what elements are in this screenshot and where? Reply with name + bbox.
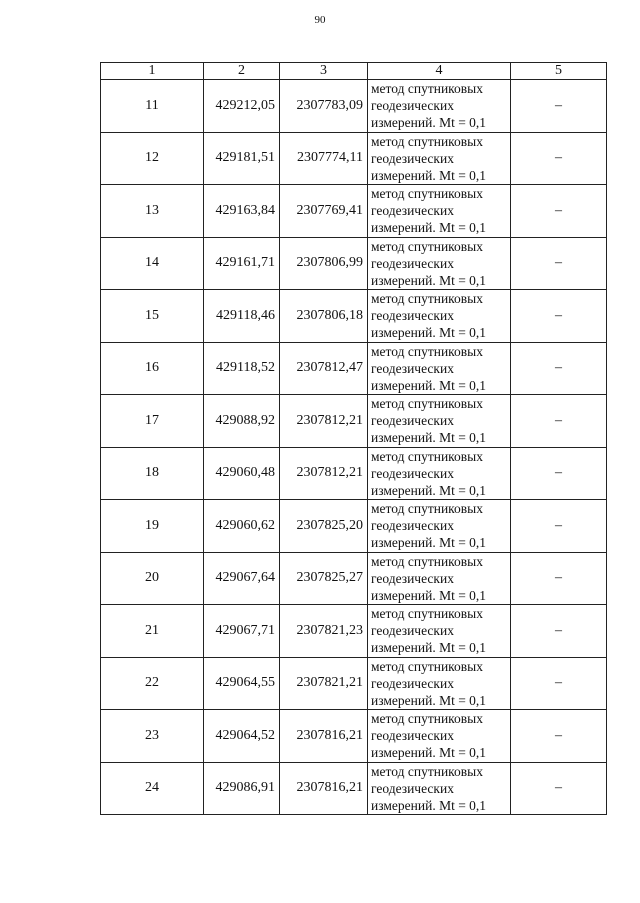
method-cell: метод спутниковых геодезических измерений. Mt = 0,1 [368, 395, 511, 448]
column-header-4: 4 [368, 63, 511, 80]
table-row [101, 762, 607, 815]
x-coordinate-cell: 429067,64 [204, 552, 280, 605]
x-coordinate-cell: 429088,92 [204, 395, 280, 448]
table-body [101, 80, 607, 815]
x-coordinate-cell: 429118,46 [204, 290, 280, 343]
point-number-cell: 15 [101, 290, 204, 343]
note-cell: – [511, 605, 607, 658]
note-cell: – [511, 237, 607, 290]
table-header-row [101, 63, 607, 80]
y-coordinate-cell: 2307821,23 [280, 605, 368, 658]
table-row [101, 500, 607, 553]
point-number-cell: 24 [101, 762, 204, 815]
point-number-cell: 13 [101, 185, 204, 238]
note-cell: – [511, 132, 607, 185]
method-cell: метод спутниковых геодезических измерений. Mt = 0,1 [368, 762, 511, 815]
x-coordinate-cell: 429161,71 [204, 237, 280, 290]
x-coordinate-cell: 429060,48 [204, 447, 280, 500]
method-cell: метод спутниковых геодезических измерений. Mt = 0,1 [368, 290, 511, 343]
y-coordinate-cell: 2307821,21 [280, 657, 368, 710]
note-cell: – [511, 762, 607, 815]
table-row [101, 395, 607, 448]
point-number-cell: 17 [101, 395, 204, 448]
method-cell: метод спутниковых геодезических измерений. Mt = 0,1 [368, 342, 511, 395]
y-coordinate-cell: 2307825,27 [280, 552, 368, 605]
x-coordinate-cell: 429118,52 [204, 342, 280, 395]
y-coordinate-cell: 2307816,21 [280, 710, 368, 763]
column-header-5: 5 [511, 63, 607, 80]
table-row [101, 552, 607, 605]
note-cell: – [511, 185, 607, 238]
y-coordinate-cell: 2307816,21 [280, 762, 368, 815]
point-number-cell: 12 [101, 132, 204, 185]
y-coordinate-cell: 2307812,21 [280, 447, 368, 500]
table-row [101, 447, 607, 500]
method-cell: метод спутниковых геодезических измерений. Mt = 0,1 [368, 657, 511, 710]
coordinates-table [100, 62, 607, 815]
method-cell: метод спутниковых геодезических измерений. Mt = 0,1 [368, 80, 511, 133]
page-number: 90 [314, 14, 326, 26]
y-coordinate-cell: 2307783,09 [280, 80, 368, 133]
point-number-cell: 16 [101, 342, 204, 395]
x-coordinate-cell: 429163,84 [204, 185, 280, 238]
x-coordinate-cell: 429064,52 [204, 710, 280, 763]
point-number-cell: 20 [101, 552, 204, 605]
y-coordinate-cell: 2307812,21 [280, 395, 368, 448]
x-coordinate-cell: 429086,91 [204, 762, 280, 815]
table-row [101, 710, 607, 763]
point-number-cell: 21 [101, 605, 204, 658]
x-coordinate-cell: 429181,51 [204, 132, 280, 185]
method-cell: метод спутниковых геодезических измерений. Mt = 0,1 [368, 552, 511, 605]
table-row [101, 290, 607, 343]
column-header-3: 3 [280, 63, 368, 80]
point-number-cell: 11 [101, 80, 204, 133]
y-coordinate-cell: 2307812,47 [280, 342, 368, 395]
point-number-cell: 19 [101, 500, 204, 553]
note-cell: – [511, 710, 607, 763]
column-header-2: 2 [204, 63, 280, 80]
table-row [101, 80, 607, 133]
x-coordinate-cell: 429064,55 [204, 657, 280, 710]
note-cell: – [511, 395, 607, 448]
point-number-cell: 22 [101, 657, 204, 710]
method-cell: метод спутниковых геодезических измерений. Mt = 0,1 [368, 710, 511, 763]
y-coordinate-cell: 2307825,20 [280, 500, 368, 553]
method-cell: метод спутниковых геодезических измерений. Mt = 0,1 [368, 447, 511, 500]
table-row [101, 132, 607, 185]
note-cell: – [511, 657, 607, 710]
note-cell: – [511, 552, 607, 605]
table-row [101, 237, 607, 290]
x-coordinate-cell: 429060,62 [204, 500, 280, 553]
method-cell: метод спутниковых геодезических измерений. Mt = 0,1 [368, 132, 511, 185]
y-coordinate-cell: 2307806,18 [280, 290, 368, 343]
method-cell: метод спутниковых геодезических измерений. Mt = 0,1 [368, 605, 511, 658]
method-cell: метод спутниковых геодезических измерений. Mt = 0,1 [368, 237, 511, 290]
note-cell: – [511, 447, 607, 500]
note-cell: – [511, 80, 607, 133]
table-row [101, 605, 607, 658]
point-number-cell: 23 [101, 710, 204, 763]
column-header-1: 1 [101, 63, 204, 80]
y-coordinate-cell: 2307806,99 [280, 237, 368, 290]
table-row [101, 342, 607, 395]
x-coordinate-cell: 429067,71 [204, 605, 280, 658]
method-cell: метод спутниковых геодезических измерений. Mt = 0,1 [368, 185, 511, 238]
note-cell: – [511, 342, 607, 395]
point-number-cell: 18 [101, 447, 204, 500]
method-cell: метод спутниковых геодезических измерений. Mt = 0,1 [368, 500, 511, 553]
y-coordinate-cell: 2307774,11 [280, 132, 368, 185]
y-coordinate-cell: 2307769,41 [280, 185, 368, 238]
note-cell: – [511, 290, 607, 343]
x-coordinate-cell: 429212,05 [204, 80, 280, 133]
table-row [101, 185, 607, 238]
table-row [101, 657, 607, 710]
point-number-cell: 14 [101, 237, 204, 290]
note-cell: – [511, 500, 607, 553]
